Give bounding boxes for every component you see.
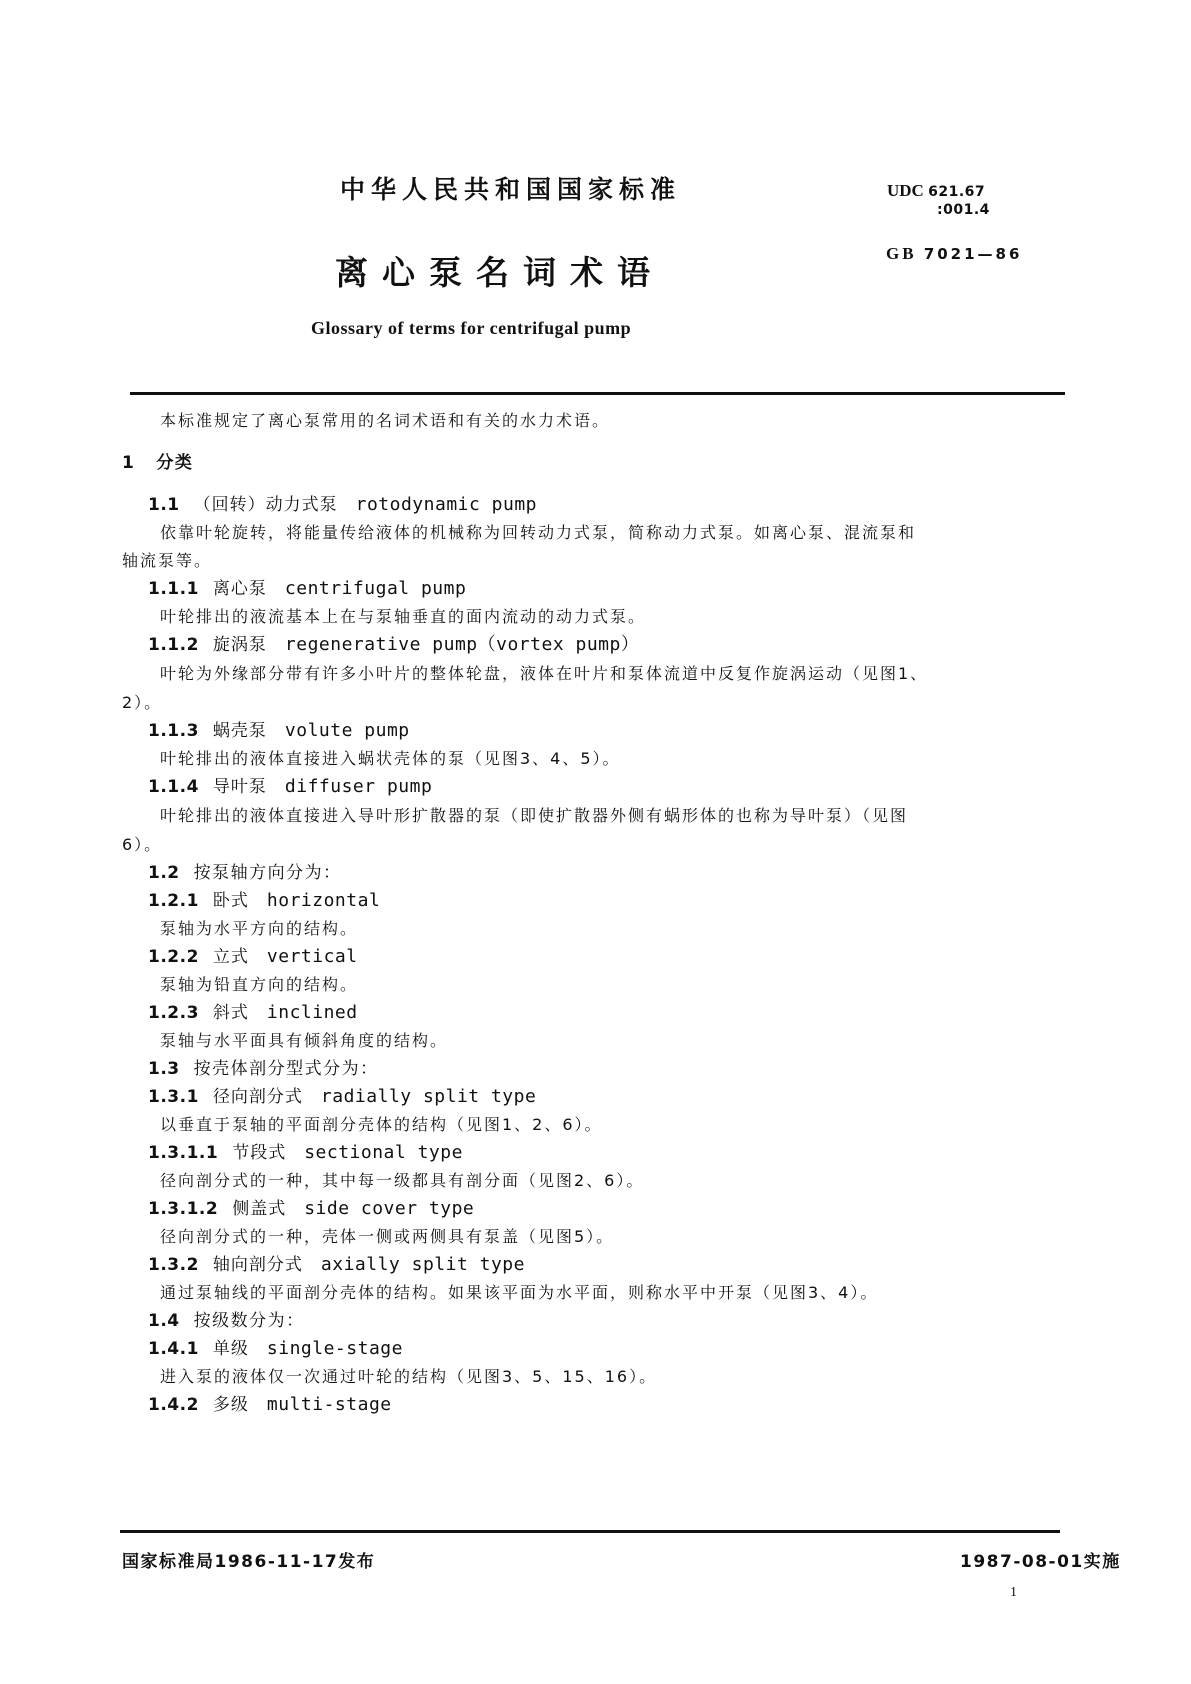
- term-description: 泵轴与水平面具有倾斜角度的结构。: [160, 1031, 449, 1050]
- term-heading: [148, 1254, 525, 1276]
- term-number: 1.1.2: [148, 635, 199, 655]
- term-number: 1.2.3: [148, 1003, 199, 1023]
- gb-standard-code: [886, 244, 1022, 264]
- term-heading: [148, 1338, 403, 1360]
- term-number: 1.1.1: [148, 579, 199, 599]
- subsection-title: 按级数分为：: [193, 1311, 305, 1331]
- term-zh: 蜗壳泵: [212, 721, 267, 741]
- term-number: 1.3.1: [148, 1087, 199, 1107]
- term-en: vertical: [266, 946, 358, 967]
- term-en: inclined: [266, 1002, 358, 1023]
- term-en: side cover type: [304, 1198, 475, 1219]
- term-heading: [148, 1086, 536, 1108]
- header-divider: [130, 392, 1065, 395]
- section-number: 1: [122, 453, 135, 473]
- section-heading: [122, 452, 193, 474]
- term-en: axially split type: [320, 1254, 525, 1275]
- subsection-title: 按壳体剖分型式分为：: [193, 1059, 379, 1079]
- term-en: multi-stage: [266, 1394, 392, 1415]
- gb-label: GB: [886, 244, 917, 263]
- term-en: rotodynamic pump: [355, 494, 538, 515]
- term-description-cont: 轴流泵等。: [122, 551, 213, 570]
- term-number: 1.1: [148, 495, 180, 515]
- term-heading: [148, 946, 358, 968]
- udc-number: 621.67: [928, 184, 986, 200]
- term-number: 1.2.1: [148, 891, 199, 911]
- term-heading: [148, 720, 410, 742]
- term-description: 径向剖分式的一种，壳体一侧或两侧具有泵盖（见图5）。: [160, 1227, 615, 1246]
- subsection-title: 按泵轴方向分为：: [193, 863, 342, 883]
- term-heading: [148, 1002, 358, 1024]
- term-zh: 侧盖式: [232, 1199, 287, 1219]
- term-description: 以垂直于泵轴的平面剖分壳体的结构（见图1、2、6）。: [160, 1115, 603, 1134]
- subsection-heading: [148, 862, 342, 884]
- term-zh: （回转）动力式泵: [193, 495, 338, 515]
- term-heading: [148, 578, 466, 600]
- term-number: 1.3: [148, 1059, 180, 1079]
- term-description: 通过泵轴线的平面剖分壳体的结构。如果该平面为水平面，则称水平中开泵（见图3、4）。: [160, 1283, 879, 1302]
- term-zh: 旋涡泵: [212, 635, 267, 655]
- term-description: 叶轮为外缘部分带有许多小叶片的整体轮盘，液体在叶片和泵体流道中反复作旋涡运动（见图1、: [160, 664, 929, 683]
- footer-divider: [120, 1530, 1060, 1533]
- term-zh: 多级: [212, 1395, 249, 1415]
- issue-date: 国家标准局1986-11-17发布: [122, 1552, 376, 1572]
- term-description: 泵轴为铅直方向的结构。: [160, 975, 359, 994]
- section-title: 分类: [156, 453, 194, 473]
- term-en: horizontal: [266, 890, 381, 911]
- subsection-heading: [148, 1310, 305, 1332]
- term-number: 1.1.4: [148, 777, 199, 797]
- term-heading: [148, 1394, 392, 1416]
- term-description: 径向剖分式的一种，其中每一级都具有剖分面（见图2、6）。: [160, 1171, 645, 1190]
- effective-date: 1987-08-01实施: [960, 1552, 1121, 1572]
- term-en: centrifugal pump: [284, 578, 467, 599]
- udc-code: [887, 182, 985, 201]
- document-title: 离心泵名词术语: [335, 253, 664, 292]
- term-description: 进入泵的液体仅一次通过叶轮的结构（见图3、5、15、16）。: [160, 1367, 658, 1386]
- term-zh: 径向剖分式: [212, 1087, 303, 1107]
- gb-number: 7021—86: [923, 245, 1023, 263]
- term-description: 叶轮排出的液体直接进入导叶形扩散器的泵（即使扩散器外侧有蜗形体的也称为导叶泵）（见图: [160, 806, 909, 825]
- term-number: 1.4.2: [148, 1395, 199, 1415]
- term-heading: [148, 634, 639, 656]
- term-number: 1.4.1: [148, 1339, 199, 1359]
- term-zh: 卧式: [212, 891, 249, 911]
- term-zh: 立式: [212, 947, 249, 967]
- term-heading: [148, 1198, 474, 1220]
- term-heading: [148, 494, 537, 516]
- term-description: 依靠叶轮旋转，将能量传给液体的机械称为回转动力式泵，简称动力式泵。如离心泵、混流泵和: [160, 523, 917, 542]
- intro-paragraph: 本标准规定了离心泵常用的名词术语和有关的水力术语。: [160, 411, 611, 430]
- term-number: 1.3.1.1: [148, 1143, 219, 1163]
- term-heading: [148, 776, 432, 798]
- document-subtitle-en: Glossary of terms for centrifugal pump: [311, 318, 632, 338]
- term-number: 1.3.2: [148, 1255, 199, 1275]
- term-description: 泵轴为水平方向的结构。: [160, 919, 359, 938]
- subsection-heading: [148, 1058, 379, 1080]
- term-en: diffuser pump: [284, 776, 433, 797]
- term-zh: 斜式: [212, 1003, 249, 1023]
- term-en: sectional type: [304, 1142, 463, 1163]
- term-zh: 导叶泵: [212, 777, 267, 797]
- term-en: volute pump: [284, 720, 410, 741]
- term-number: 1.2: [148, 863, 180, 883]
- term-heading: [148, 1142, 463, 1164]
- udc-label: UDC: [887, 181, 924, 200]
- term-number: 1.4: [148, 1311, 180, 1331]
- term-heading: [148, 890, 380, 912]
- term-description: 叶轮排出的液流基本上在与泵轴垂直的面内流动的动力式泵。: [160, 607, 647, 626]
- term-description-cont: 6）。: [122, 835, 163, 854]
- term-zh: 节段式: [232, 1143, 287, 1163]
- term-zh: 轴向剖分式: [212, 1255, 303, 1275]
- term-number: 1.1.3: [148, 721, 199, 741]
- term-description-cont: 2）。: [122, 693, 163, 712]
- page-number: 1: [1010, 1585, 1017, 1600]
- country-standard-heading: 中华人民共和国国家标准: [340, 175, 682, 204]
- term-zh: 离心泵: [212, 579, 267, 599]
- term-en: radially split type: [320, 1086, 537, 1107]
- term-number: 1.2.2: [148, 947, 199, 967]
- term-en: single-stage: [266, 1338, 403, 1359]
- term-zh: 单级: [212, 1339, 249, 1359]
- term-number: 1.3.1.2: [148, 1199, 219, 1219]
- term-en: regenerative pump（vortex pump）: [284, 634, 640, 655]
- term-description: 叶轮排出的液体直接进入蜗状壳体的泵（见图3、4、5）。: [160, 749, 621, 768]
- udc-subcode: :001.4: [937, 202, 990, 218]
